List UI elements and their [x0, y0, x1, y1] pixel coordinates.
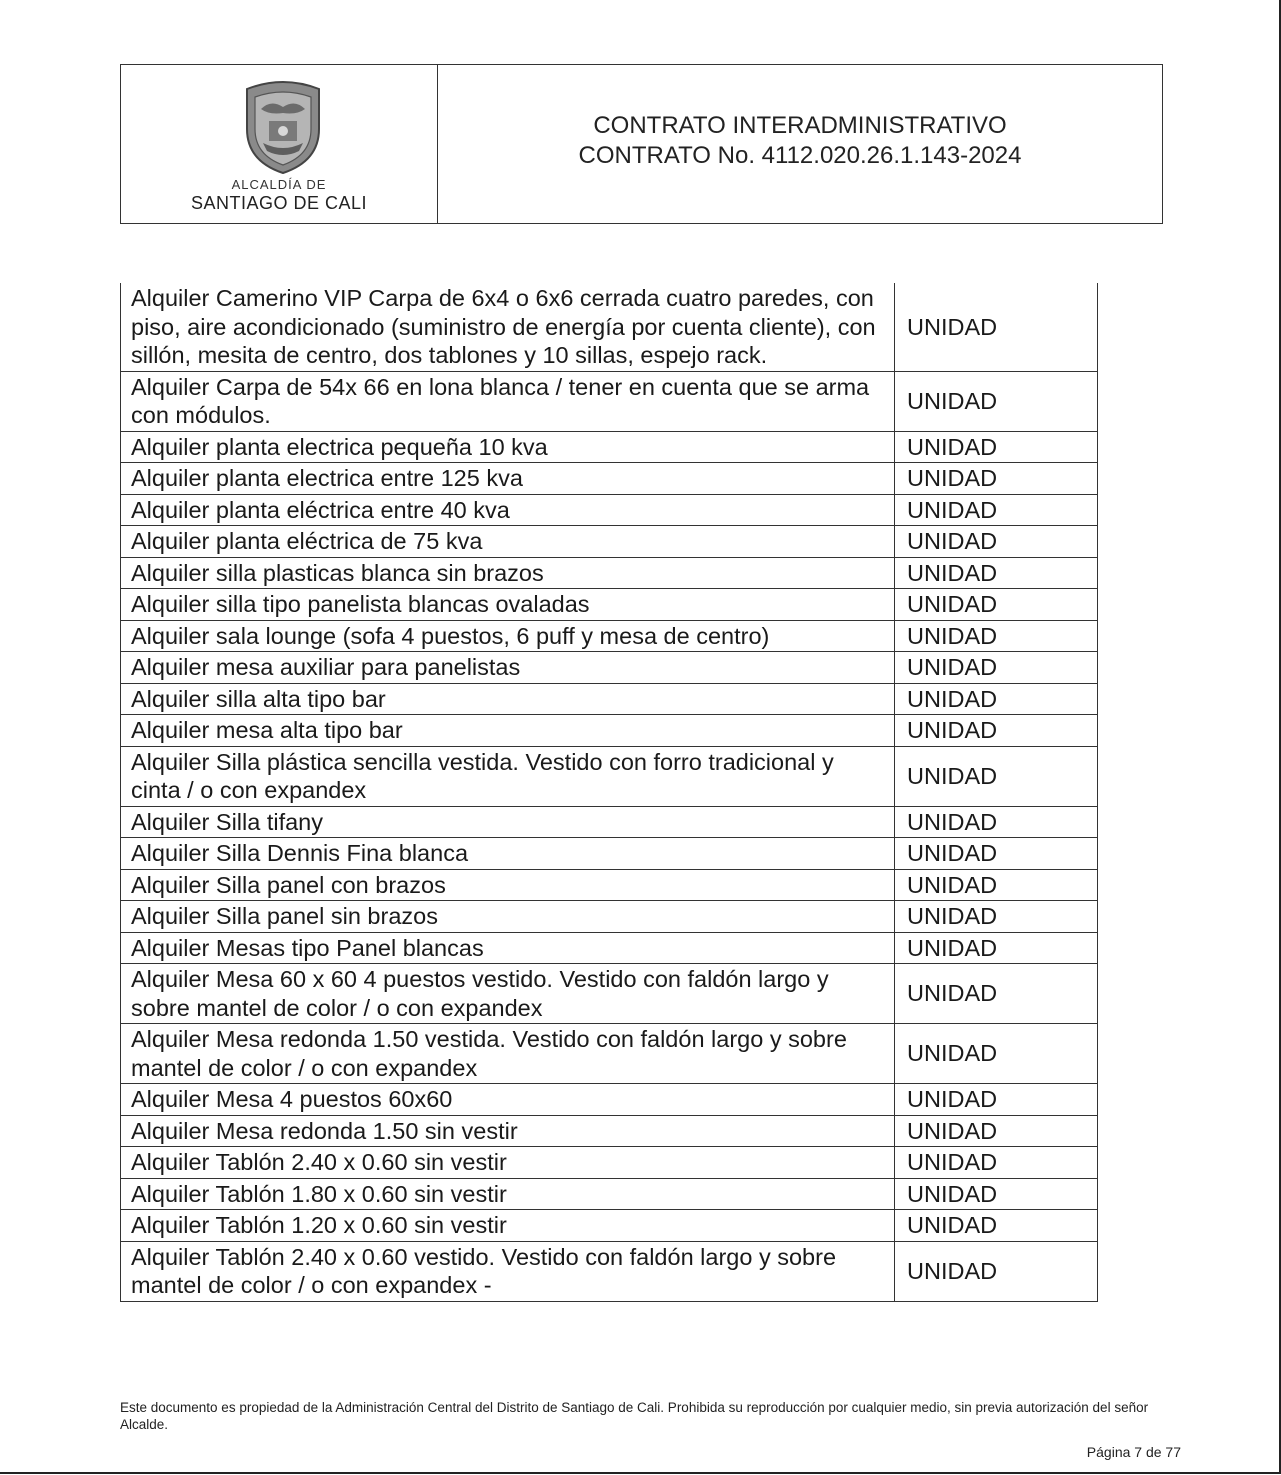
item-description: Alquiler Silla Dennis Fina blanca: [121, 838, 895, 870]
item-unit: UNIDAD: [895, 494, 1098, 526]
table-row: [121, 838, 1098, 870]
item-unit: UNIDAD: [895, 1147, 1098, 1179]
table-row: [121, 1084, 1098, 1116]
item-unit: UNIDAD: [895, 964, 1098, 1024]
item-description: Alquiler Carpa de 54x 66 en lona blanca / tener en cuenta que se arma con módulos.: [121, 371, 895, 431]
table-row: [121, 589, 1098, 621]
items-table-body: [121, 283, 1098, 1301]
item-description: Alquiler Camerino VIP Carpa de 6x4 o 6x6 cerrada cuatro paredes, con piso, aire acondicionado (suministro de energía por cuenta cliente), con sillón, mesita de centro, dos tablones y 10 sillas, espejo rack.: [121, 283, 895, 371]
entity-name-line1: ALCALDÍA DE: [231, 177, 327, 192]
item-unit: UNIDAD: [895, 557, 1098, 589]
item-description: Alquiler Silla panel sin brazos: [121, 901, 895, 933]
item-unit: UNIDAD: [895, 371, 1098, 431]
table-row: [121, 901, 1098, 933]
table-row: [121, 526, 1098, 558]
header-title-cell: [438, 65, 1162, 223]
item-unit: UNIDAD: [895, 901, 1098, 933]
document-header: [120, 64, 1163, 224]
table-row: [121, 1147, 1098, 1179]
table-row: [121, 806, 1098, 838]
table-row: [121, 715, 1098, 747]
table-row: [121, 431, 1098, 463]
table-row: [121, 683, 1098, 715]
item-unit: UNIDAD: [895, 1178, 1098, 1210]
item-description: Alquiler silla alta tipo bar: [121, 683, 895, 715]
table-row: [121, 620, 1098, 652]
item-description: Alquiler Silla tifany: [121, 806, 895, 838]
item-unit: UNIDAD: [895, 715, 1098, 747]
contract-type-title: CONTRATO INTERADMINISTRATIVO: [593, 112, 1007, 139]
item-description: Alquiler planta electrica entre 125 kva: [121, 463, 895, 495]
table-row: [121, 371, 1098, 431]
table-row: [121, 557, 1098, 589]
item-description: Alquiler silla plasticas blanca sin brazos: [121, 557, 895, 589]
item-unit: UNIDAD: [895, 283, 1098, 371]
item-description: Alquiler silla tipo panelista blancas ovaladas: [121, 589, 895, 621]
table-row: [121, 463, 1098, 495]
item-description: Alquiler Tablón 2.40 x 0.60 sin vestir: [121, 1147, 895, 1179]
item-description: Alquiler mesa alta tipo bar: [121, 715, 895, 747]
item-description: Alquiler Mesa redonda 1.50 sin vestir: [121, 1115, 895, 1147]
table-row: [121, 1178, 1098, 1210]
item-description: Alquiler Mesa 60 x 60 4 puestos vestido. Vestido con faldón largo y sobre mantel de color / o con expandex: [121, 964, 895, 1024]
item-description: Alquiler Silla panel con brazos: [121, 869, 895, 901]
table-row: [121, 283, 1098, 371]
item-description: Alquiler Tablón 1.20 x 0.60 sin vestir: [121, 1210, 895, 1242]
item-unit: UNIDAD: [895, 1115, 1098, 1147]
item-unit: UNIDAD: [895, 431, 1098, 463]
item-unit: UNIDAD: [895, 1241, 1098, 1301]
item-description: Alquiler Mesa 4 puestos 60x60: [121, 1084, 895, 1116]
table-row: [121, 964, 1098, 1024]
item-description: Alquiler planta electrica pequeña 10 kva: [121, 431, 895, 463]
item-description: Alquiler Tablón 2.40 x 0.60 vestido. Vestido con faldón largo y sobre mantel de color / o con expandex -: [121, 1241, 895, 1301]
table-row: [121, 746, 1098, 806]
item-unit: UNIDAD: [895, 746, 1098, 806]
table-row: [121, 1024, 1098, 1084]
item-unit: UNIDAD: [895, 838, 1098, 870]
footer-disclaimer: Este documento es propiedad de la Administración Central del Distrito de Santiago de Cali. Prohibida su reproducción por cualquier medio, sin previa autorización del señor Alcalde.: [120, 1400, 1149, 1432]
table-row: [121, 494, 1098, 526]
header-logo-cell: [121, 65, 438, 223]
page-number: Página 7 de 77: [1086, 1444, 1181, 1460]
item-unit: UNIDAD: [895, 589, 1098, 621]
entity-name-line2: SANTIAGO DE CALI: [190, 193, 368, 213]
item-unit: UNIDAD: [895, 526, 1098, 558]
item-unit: UNIDAD: [895, 683, 1098, 715]
table-row: [121, 652, 1098, 684]
item-description: Alquiler Mesas tipo Panel blancas: [121, 932, 895, 964]
item-description: Alquiler Tablón 1.80 x 0.60 sin vestir: [121, 1178, 895, 1210]
coat-of-arms-icon: [239, 79, 327, 175]
item-description: Alquiler planta eléctrica entre 40 kva: [121, 494, 895, 526]
item-unit: UNIDAD: [895, 869, 1098, 901]
table-row: [121, 1241, 1098, 1301]
item-description: Alquiler mesa auxiliar para panelistas: [121, 652, 895, 684]
item-description: Alquiler Mesa redonda 1.50 vestida. Vestido con faldón largo y sobre mantel de color / o con expandex: [121, 1024, 895, 1084]
item-unit: UNIDAD: [895, 620, 1098, 652]
item-unit: UNIDAD: [895, 652, 1098, 684]
contract-number-title: CONTRATO No. 4112.020.26.1.143-2024: [578, 142, 1022, 169]
table-row: [121, 932, 1098, 964]
item-unit: UNIDAD: [895, 1210, 1098, 1242]
item-description: Alquiler Silla plástica sencilla vestida. Vestido con forro tradicional y cinta / o con expandex: [121, 746, 895, 806]
items-table: [120, 283, 1098, 1302]
item-unit: UNIDAD: [895, 463, 1098, 495]
item-unit: UNIDAD: [895, 1024, 1098, 1084]
item-unit: UNIDAD: [895, 806, 1098, 838]
item-unit: UNIDAD: [895, 932, 1098, 964]
item-unit: UNIDAD: [895, 1084, 1098, 1116]
table-row: [121, 1115, 1098, 1147]
item-description: Alquiler sala lounge (sofa 4 puestos, 6 puff y mesa de centro): [121, 620, 895, 652]
table-row: [121, 1210, 1098, 1242]
table-row: [121, 869, 1098, 901]
item-description: Alquiler planta eléctrica de 75 kva: [121, 526, 895, 558]
